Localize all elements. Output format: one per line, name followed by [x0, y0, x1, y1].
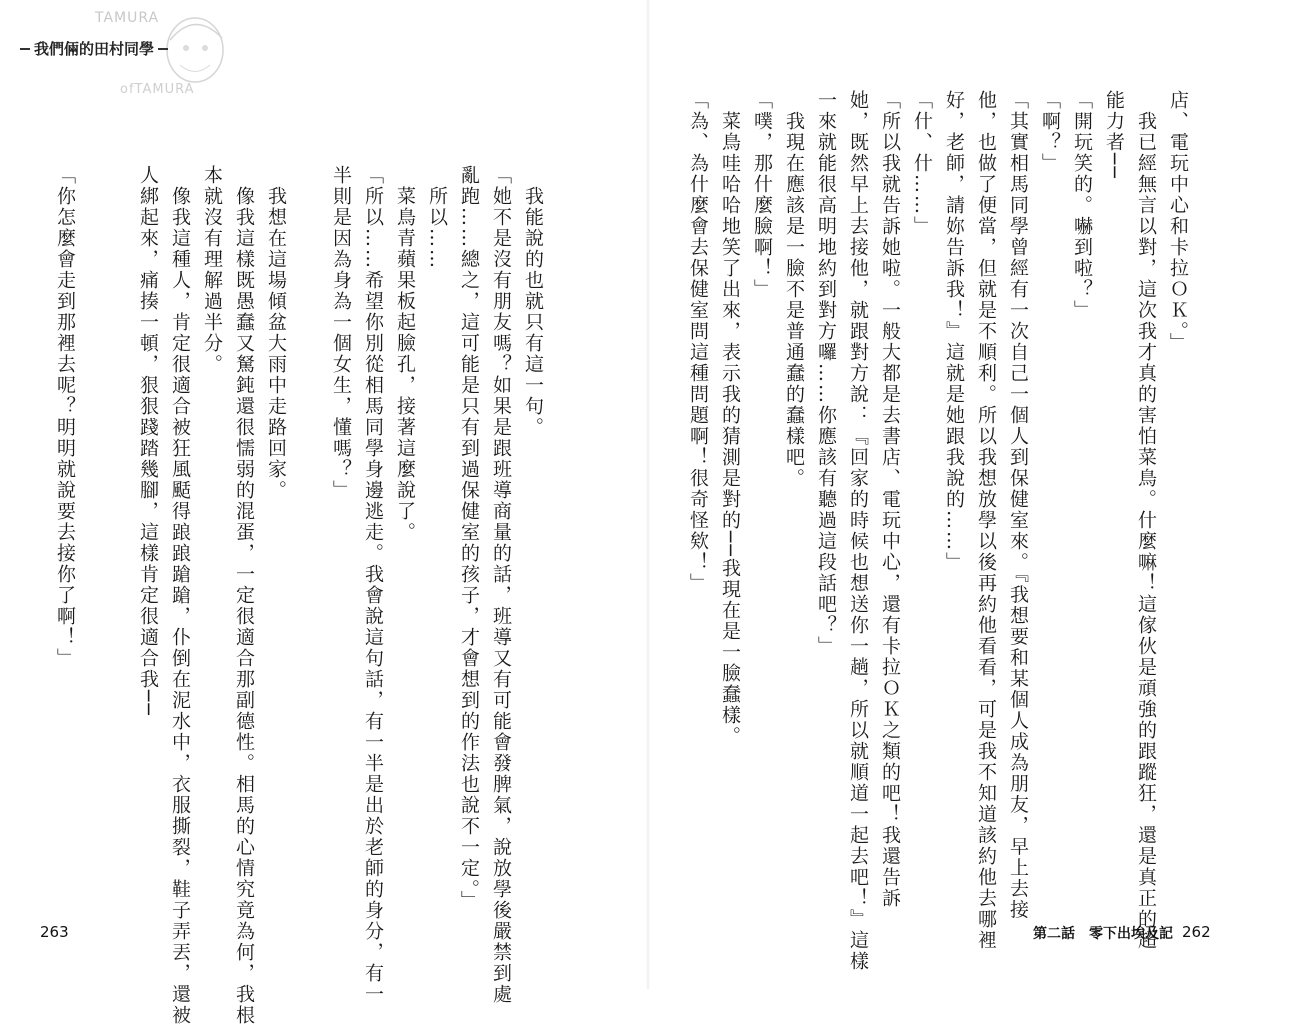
text-column: 像我這種人，肯定很適合被狂風颳得踉踉蹌蹌，仆倒在泥水中，衣服撕裂，鞋子弄丟，還被	[169, 165, 191, 1026]
text-column: 「其實相馬同學曾經有一次自己一個人到保健室來。『我想要和某個人成為朋友，早上去接	[1007, 90, 1029, 921]
text-column: 我能說的也就只有這一句。	[522, 165, 544, 438]
text-column: 他，也做了便當，但就是不順利。所以我想放學以後再約他看看，可是我不知道該約他去哪裡	[975, 90, 997, 951]
text-column: 好，老師，請妳告訴我！』這就是她跟我說的……」	[943, 90, 965, 573]
text-column: 「噗，那什麼臉啊！」	[751, 90, 773, 300]
text-column: 「開玩笑的。嚇到啦？」	[1071, 90, 1093, 321]
text-column: 我想在這場傾盆大雨中走路回家。	[265, 165, 287, 501]
chapter-title-footer: 第二話 零下出埃及記	[1033, 926, 1173, 942]
text-column: 所以……	[426, 165, 448, 270]
text-column: 菜鳥哇哈哈地笑了出來，表示我的猜測是對的──我現在是一臉蠢樣。	[719, 90, 741, 747]
text-column: 亂跑……總之，這可能是只有到過保健室的孩子，才會想到的作法也說不一定。」	[458, 165, 480, 912]
page-number-left: 263	[40, 923, 69, 941]
text-column: 我現在應該是一臉不是普通蠢的蠢樣吧。	[783, 90, 805, 489]
text-column: 我已經無言以對，這次我才真的害怕菜鳥。什麼嘛！這傢伙是頑強的跟蹤狂，還是真正的超	[1135, 90, 1157, 951]
text-column: 「所以……希望你別從相馬同學身邊逃走。我會說這句話，有一半是出於老師的身分，有一	[362, 165, 384, 1005]
page-gutter	[646, 0, 650, 989]
title-logo-watermark-sub: ofTAMURA	[120, 82, 195, 97]
text-column: 能力者──	[1103, 90, 1125, 180]
header-dash-left	[20, 48, 30, 50]
text-column: 「她不是沒有朋友嗎？如果是跟班導商量的話，班導又有可能會發脾氣，說放學後嚴禁到處	[490, 165, 512, 1005]
text-column: 「為、為什麼會去保健室問這種問題啊！很奇怪欸！」	[687, 90, 709, 594]
text-column: 「什、什……」	[911, 90, 933, 237]
text-column: 「你怎麼會走到那裡去呢？明明就說要去接你了啊！」	[54, 165, 76, 669]
text-column: 半則是因為身為一個女生，懂嗎？」	[330, 165, 352, 501]
text-column: 「啊？」	[1039, 90, 1061, 174]
page-number-right: 262	[1182, 923, 1211, 941]
title-logo-watermark: TAMURA	[95, 10, 160, 26]
text-column: 本就沒有理解過半分。	[201, 165, 223, 375]
text-column: 菜鳥青蘋果板起臉孔，接著這麼說了。	[394, 165, 416, 543]
book-title: 我們倆的田村同學	[34, 40, 155, 58]
header-dash-right	[158, 48, 168, 50]
text-column: 一來就能很高明地約到對方囉……你應該有聽過這段話吧？」	[815, 90, 837, 657]
text-column: 「所以我就告訴她啦。一般大都是去書店、電玩中心，還有卡拉ＯＫ之類的吧！我還告訴	[879, 90, 901, 909]
text-column: 她，既然早上去接他，就跟對方說：『回家的時候也想送你一趟，所以就順道一起去吧！』這樣	[847, 90, 869, 972]
text-column: 店、電玩中心和卡拉ＯＫ。」	[1167, 90, 1189, 354]
text-column: 像我這樣既愚蠢又駑鈍還很懦弱的混蛋，一定很適合那副德性。相馬的心情究竟為何，我根	[233, 165, 255, 1026]
text-column: 人綁起來，痛揍一頓，狠狠踐踏幾腳，這樣肯定很適合我──	[137, 165, 159, 717]
running-header	[16, 38, 172, 59]
